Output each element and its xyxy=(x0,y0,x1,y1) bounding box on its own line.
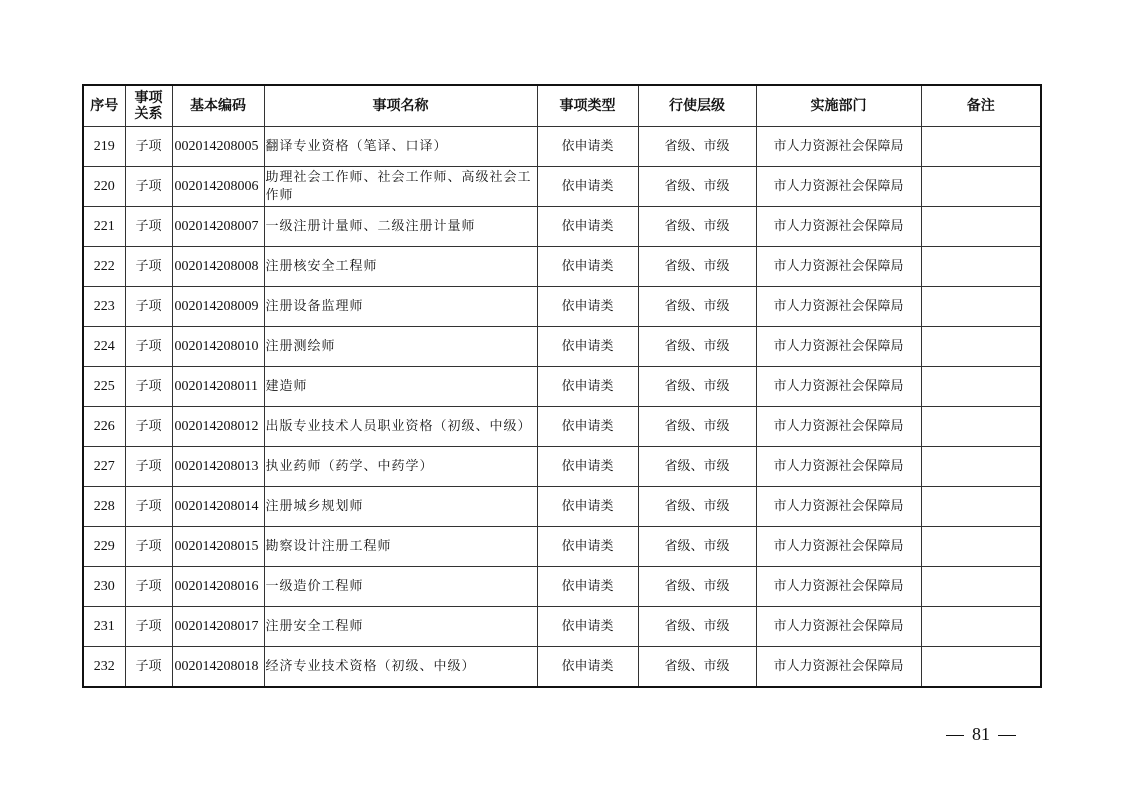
cell-type: 依申请类 xyxy=(537,327,638,367)
header-name: 事项名称 xyxy=(264,85,537,127)
cell-seq: 220 xyxy=(83,167,125,207)
page-number-value: 81 xyxy=(972,724,990,744)
table-row xyxy=(83,567,1041,607)
cell-type: 依申请类 xyxy=(537,607,638,647)
cell-remark xyxy=(921,327,1041,367)
cell-dept: 市人力资源社会保障局 xyxy=(756,167,921,207)
cell-seq: 231 xyxy=(83,607,125,647)
table-row xyxy=(83,447,1041,487)
cell-level: 省级、市级 xyxy=(638,167,756,207)
cell-code: 002014208014 xyxy=(172,487,264,527)
cell-seq: 227 xyxy=(83,447,125,487)
cell-code: 002014208015 xyxy=(172,527,264,567)
cell-name: 经济专业技术资格（初级、中级） xyxy=(264,647,537,688)
cell-code: 002014208016 xyxy=(172,567,264,607)
cell-remark xyxy=(921,647,1041,688)
cell-seq: 222 xyxy=(83,247,125,287)
table-row xyxy=(83,367,1041,407)
cell-name: 注册核安全工程师 xyxy=(264,247,537,287)
cell-type: 依申请类 xyxy=(537,207,638,247)
cell-name: 建造师 xyxy=(264,367,537,407)
cell-code: 002014208018 xyxy=(172,647,264,688)
cell-seq: 225 xyxy=(83,367,125,407)
cell-remark xyxy=(921,407,1041,447)
items-table xyxy=(82,84,1042,688)
cell-relation: 子项 xyxy=(125,647,172,688)
table-row xyxy=(83,327,1041,367)
cell-type: 依申请类 xyxy=(537,447,638,487)
cell-code: 002014208011 xyxy=(172,367,264,407)
cell-remark xyxy=(921,527,1041,567)
header-dept: 实施部门 xyxy=(756,85,921,127)
cell-relation: 子项 xyxy=(125,367,172,407)
cell-seq: 229 xyxy=(83,527,125,567)
cell-dept: 市人力资源社会保障局 xyxy=(756,247,921,287)
cell-remark xyxy=(921,607,1041,647)
cell-name: 注册城乡规划师 xyxy=(264,487,537,527)
header-remark: 备注 xyxy=(921,85,1041,127)
cell-type: 依申请类 xyxy=(537,167,638,207)
cell-remark xyxy=(921,247,1041,287)
cell-level: 省级、市级 xyxy=(638,447,756,487)
cell-level: 省级、市级 xyxy=(638,327,756,367)
header-level: 行使层级 xyxy=(638,85,756,127)
table-row xyxy=(83,167,1041,207)
cell-name: 注册安全工程师 xyxy=(264,607,537,647)
cell-code: 002014208007 xyxy=(172,207,264,247)
cell-type: 依申请类 xyxy=(537,127,638,167)
cell-type: 依申请类 xyxy=(537,527,638,567)
cell-level: 省级、市级 xyxy=(638,287,756,327)
cell-type: 依申请类 xyxy=(537,247,638,287)
cell-relation: 子项 xyxy=(125,127,172,167)
cell-level: 省级、市级 xyxy=(638,127,756,167)
cell-dept: 市人力资源社会保障局 xyxy=(756,207,921,247)
cell-type: 依申请类 xyxy=(537,407,638,447)
table-row xyxy=(83,647,1041,688)
cell-name: 助理社会工作师、社会工作师、高级社会工作师 xyxy=(264,167,537,207)
cell-dept: 市人力资源社会保障局 xyxy=(756,567,921,607)
cell-name: 一级造价工程师 xyxy=(264,567,537,607)
cell-relation: 子项 xyxy=(125,487,172,527)
cell-relation: 子项 xyxy=(125,447,172,487)
header-code: 基本编码 xyxy=(172,85,264,127)
cell-relation: 子项 xyxy=(125,527,172,567)
header-relation xyxy=(125,85,172,127)
cell-type: 依申请类 xyxy=(537,647,638,688)
cell-relation: 子项 xyxy=(125,567,172,607)
cell-name: 注册测绘师 xyxy=(264,327,537,367)
cell-dept: 市人力资源社会保障局 xyxy=(756,367,921,407)
cell-relation: 子项 xyxy=(125,607,172,647)
page-number-dash-left xyxy=(946,735,964,736)
cell-type: 依申请类 xyxy=(537,287,638,327)
cell-relation: 子项 xyxy=(125,407,172,447)
cell-dept: 市人力资源社会保障局 xyxy=(756,127,921,167)
cell-name: 出版专业技术人员职业资格（初级、中级） xyxy=(264,407,537,447)
cell-name: 注册设备监理师 xyxy=(264,287,537,327)
cell-code: 002014208012 xyxy=(172,407,264,447)
cell-dept: 市人力资源社会保障局 xyxy=(756,527,921,567)
cell-name: 勘察设计注册工程师 xyxy=(264,527,537,567)
cell-relation: 子项 xyxy=(125,327,172,367)
table-row xyxy=(83,207,1041,247)
cell-seq: 223 xyxy=(83,287,125,327)
cell-level: 省级、市级 xyxy=(638,647,756,688)
cell-seq: 226 xyxy=(83,407,125,447)
cell-dept: 市人力资源社会保障局 xyxy=(756,287,921,327)
cell-code: 002014208010 xyxy=(172,327,264,367)
page-number xyxy=(938,724,1024,745)
cell-remark xyxy=(921,207,1041,247)
table-row xyxy=(83,527,1041,567)
cell-remark xyxy=(921,127,1041,167)
cell-dept: 市人力资源社会保障局 xyxy=(756,327,921,367)
cell-level: 省级、市级 xyxy=(638,367,756,407)
header-relation-line1: 事项 xyxy=(134,90,163,106)
cell-code: 002014208008 xyxy=(172,247,264,287)
cell-name: 翻译专业资格（笔译、口译） xyxy=(264,127,537,167)
cell-seq: 232 xyxy=(83,647,125,688)
cell-remark xyxy=(921,367,1041,407)
table-header-row xyxy=(83,85,1041,127)
cell-relation: 子项 xyxy=(125,247,172,287)
table-body xyxy=(83,127,1041,688)
cell-type: 依申请类 xyxy=(537,487,638,527)
cell-remark xyxy=(921,167,1041,207)
header-seq: 序号 xyxy=(83,85,125,127)
cell-remark xyxy=(921,447,1041,487)
cell-level: 省级、市级 xyxy=(638,247,756,287)
table-row xyxy=(83,487,1041,527)
cell-name: 一级注册计量师、二级注册计量师 xyxy=(264,207,537,247)
cell-seq: 224 xyxy=(83,327,125,367)
cell-level: 省级、市级 xyxy=(638,527,756,567)
cell-code: 002014208009 xyxy=(172,287,264,327)
cell-relation: 子项 xyxy=(125,287,172,327)
cell-name: 执业药师（药学、中药学） xyxy=(264,447,537,487)
cell-dept: 市人力资源社会保障局 xyxy=(756,407,921,447)
header-type: 事项类型 xyxy=(537,85,638,127)
cell-type: 依申请类 xyxy=(537,367,638,407)
cell-seq: 228 xyxy=(83,487,125,527)
cell-seq: 221 xyxy=(83,207,125,247)
cell-code: 002014208005 xyxy=(172,127,264,167)
cell-relation: 子项 xyxy=(125,207,172,247)
header-relation-line2: 关系 xyxy=(134,106,163,122)
cell-seq: 219 xyxy=(83,127,125,167)
cell-dept: 市人力资源社会保障局 xyxy=(756,647,921,688)
cell-level: 省级、市级 xyxy=(638,407,756,447)
page-number-dash-right xyxy=(998,735,1016,736)
table-row xyxy=(83,287,1041,327)
cell-remark xyxy=(921,567,1041,607)
cell-relation: 子项 xyxy=(125,167,172,207)
table-row xyxy=(83,127,1041,167)
cell-code: 002014208013 xyxy=(172,447,264,487)
cell-level: 省级、市级 xyxy=(638,607,756,647)
cell-level: 省级、市级 xyxy=(638,487,756,527)
cell-type: 依申请类 xyxy=(537,567,638,607)
cell-level: 省级、市级 xyxy=(638,207,756,247)
cell-dept: 市人力资源社会保障局 xyxy=(756,447,921,487)
cell-remark xyxy=(921,287,1041,327)
cell-dept: 市人力资源社会保障局 xyxy=(756,607,921,647)
cell-level: 省级、市级 xyxy=(638,567,756,607)
cell-dept: 市人力资源社会保障局 xyxy=(756,487,921,527)
table-row xyxy=(83,407,1041,447)
cell-remark xyxy=(921,487,1041,527)
table-row xyxy=(83,607,1041,647)
cell-seq: 230 xyxy=(83,567,125,607)
table-row xyxy=(83,247,1041,287)
cell-code: 002014208006 xyxy=(172,167,264,207)
cell-code: 002014208017 xyxy=(172,607,264,647)
